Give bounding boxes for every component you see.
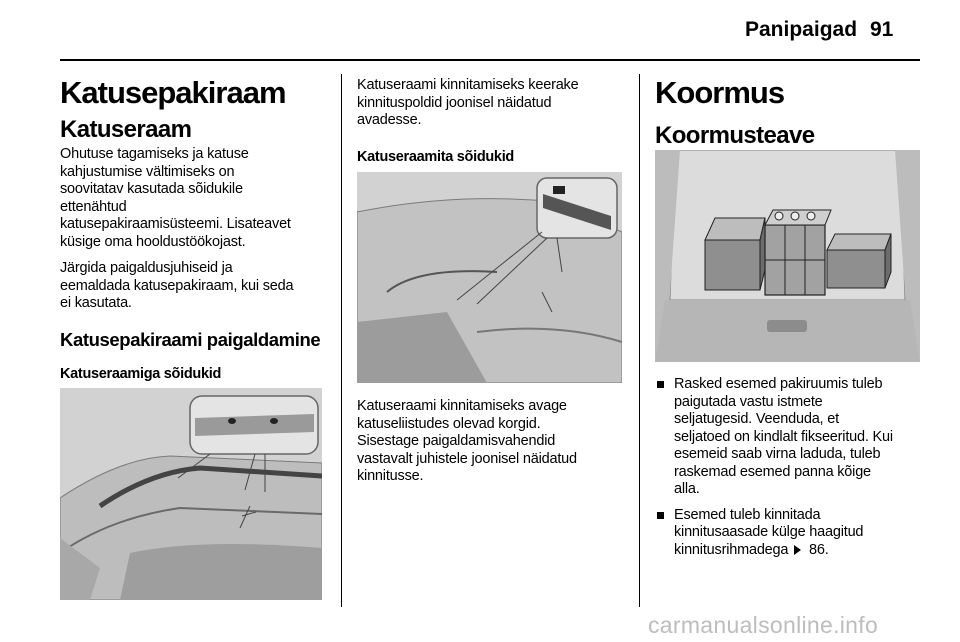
text-line: Sisestage paigaldamisvahendid	[357, 433, 556, 449]
text-line: Rasked esemed pakiruumis tuleb	[674, 376, 883, 392]
text-line: vastavalt juhistele joonisel näidatud	[357, 450, 577, 467]
text-line: Katuseraami kinnitamiseks avage	[357, 398, 567, 414]
bullet-heavy-items	[655, 376, 923, 499]
text-line: katusepakiraamisüsteemi. Lisateavet	[60, 216, 291, 232]
text-fragment: kinnitusrihmadega	[674, 541, 789, 558]
illustration-no-roof-rail-mounting	[357, 172, 622, 383]
text-line-with-ref	[674, 542, 923, 560]
column-divider-1	[341, 74, 342, 607]
text-line: Ohutuse tagamiseks ja katuse	[60, 146, 249, 162]
column-1	[60, 74, 328, 383]
text-line: küsige oma hooldustöökojast.	[60, 233, 246, 250]
roof-rail-drawing	[60, 388, 322, 600]
column-divider-2	[639, 74, 640, 607]
paragraph-bolts	[357, 77, 625, 130]
header-rule	[60, 59, 920, 61]
section-heading-katusepakiraam: Katusepakiraam	[60, 75, 286, 110]
column-2	[357, 74, 625, 166]
heading-installation: Katusepakiraami paigaldamine	[60, 328, 321, 350]
running-header-title: Panipaigad	[745, 18, 858, 41]
text-line: ettenähtud	[60, 198, 127, 215]
text-line: raskemad esemed panna kõige	[674, 463, 871, 480]
text-line: katuseliistudes olevad korgid.	[357, 415, 541, 432]
text-line: alla.	[674, 481, 700, 497]
paragraph-open-caps	[357, 398, 625, 486]
crate-center	[765, 210, 831, 295]
cargo-area-drawing	[655, 150, 920, 362]
text-line: kinnitusse.	[357, 468, 424, 484]
text-line: ei kasutata.	[60, 295, 132, 311]
roof-mounting-drawing	[357, 172, 622, 383]
column-3	[655, 74, 923, 150]
text-line: Esemed tuleb kinnitada	[674, 506, 821, 523]
illustration-roof-rail-mounting	[60, 388, 322, 600]
text-line: seljatoed on kindlalt fikseeritud. Kui	[674, 428, 893, 445]
watermark: carmanualsonline.info	[648, 612, 879, 638]
page-reference-icon	[794, 545, 801, 555]
section-heading-koormus: Koormus	[655, 75, 785, 110]
text-line: kahjustumise vältimiseks on	[60, 163, 235, 180]
text-line: eemaldada katusepakiraam, kui seda	[60, 277, 294, 294]
text-line: Katuseraami kinnitamiseks keerake	[357, 77, 579, 93]
illustration-cargo-loading	[655, 150, 920, 362]
column-2-lower	[357, 398, 625, 486]
box-left	[705, 218, 765, 290]
text-line: kinnitusaasade külge haagitud	[674, 524, 864, 540]
text-line: seljatugesid. Veenduda, et	[674, 411, 839, 427]
bullet-secure-items	[655, 507, 923, 560]
paragraph-installation-note	[60, 260, 328, 313]
paragraph-safety	[60, 146, 328, 251]
text-line: avadesse.	[357, 112, 422, 128]
subsection-heading-koormusteave: Koormusteave	[655, 122, 815, 149]
text-line: esemeid saab virna laduda, tuleb	[674, 446, 881, 462]
box-right	[827, 234, 891, 288]
page-number: 91	[870, 18, 894, 41]
column-3-lower	[655, 376, 923, 559]
text-line: soovitatav kasutada sõidukile	[60, 181, 243, 197]
subsection-heading-katuseraam: Katuseraam	[60, 116, 192, 143]
bullet-square-icon	[657, 381, 664, 388]
heading-without-roof-rails: Katuseraamita sõidukid	[357, 148, 514, 165]
text-line: kinnituspoldid joonisel näidatud	[357, 94, 552, 111]
text-line: paigutada vastu istmete	[674, 393, 823, 410]
bullet-square-icon	[657, 512, 664, 519]
text-line: Järgida paigaldusjuhiseid ja	[60, 260, 233, 276]
heading-with-roof-rails: Katuseraamiga sõidukid	[60, 365, 222, 382]
page-reference-link[interactable]: 86.	[808, 541, 829, 558]
